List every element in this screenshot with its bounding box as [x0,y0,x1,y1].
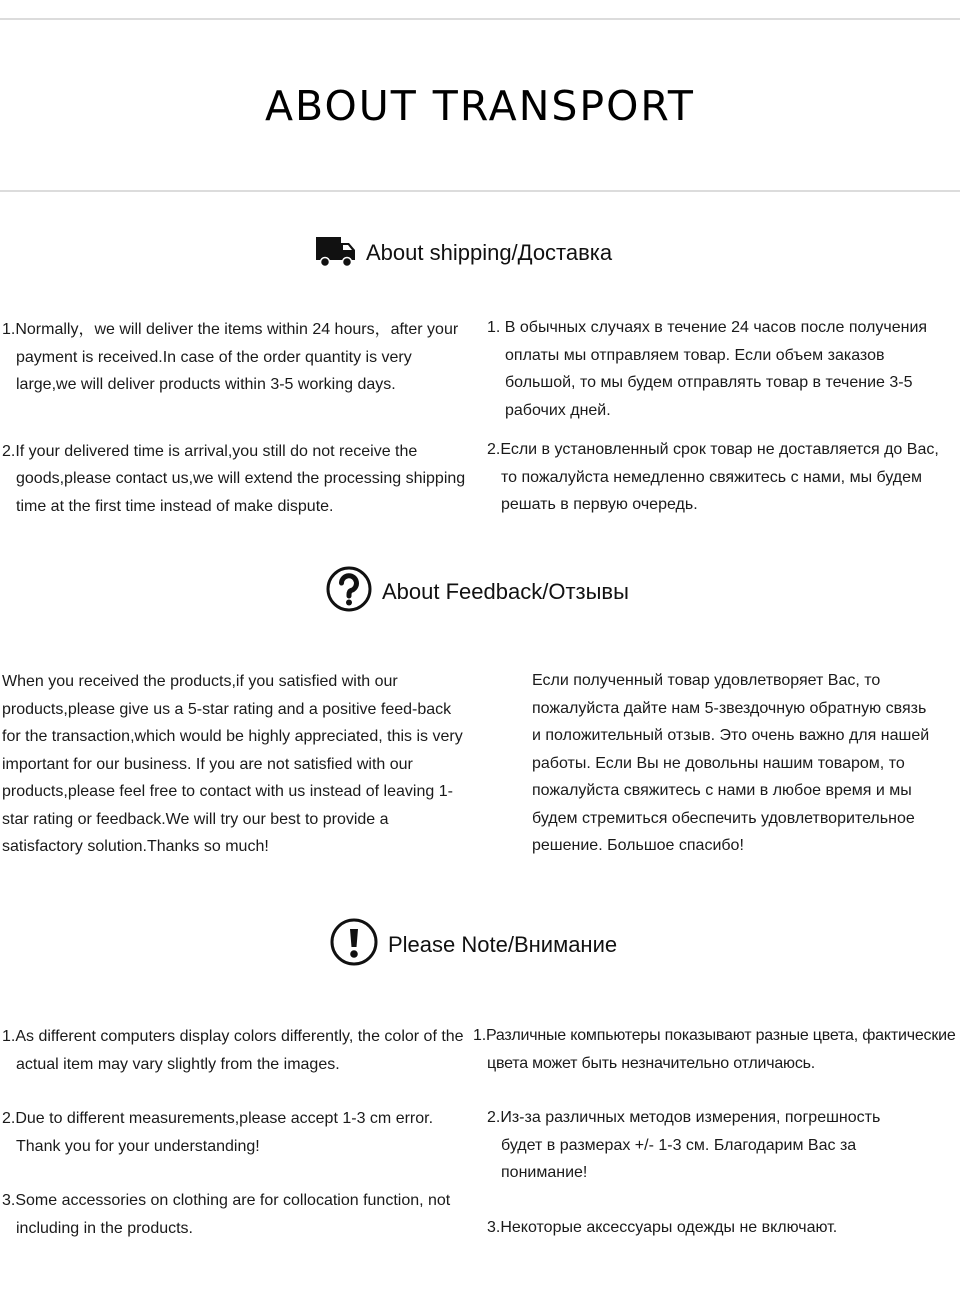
top-divider [0,18,960,20]
note-ru-item-1-text: 1.Различные компьютеры показывают разные цвета, фактические цвета может быть незначительно отличаюсь. [473,1027,956,1072]
shipping-heading [316,232,612,273]
feedback-ru-text: Если полученный товар удовлетворяет Вас, то пожалуйста дайте нам 5-звездочную обратную связь и положительный отзыв. Это очень важно для нашей работы. Если Вы не довольны нашим товаром, то пожалуйста свяжитесь с нами в любое время и мы будем стремиться обеспечить удовлетворительное решение. Большое спасибо! [532,672,930,854]
shipping-heading-label: About shipping/Доставка [366,239,613,265]
shipping-en-item-2: 2.If your delivered time is arrival,you still do not receive the goods,please contact us,we will extend the processing shipping time at the first time instead of make dispute. [2,442,466,515]
note-en-item-2: 2.Due to different measurements,please accept 1-3 cm error. Thank you for your understanding! [2,1110,434,1155]
note-heading [330,918,617,971]
note-en-item-1: 1.As different computers display colors differently, the color of the actual item may vary slightly from the images. [2,1028,464,1073]
note-ru-item-3: 3.Некоторые аксессуары одежды не включают. [487,1218,838,1236]
question-icon [326,566,372,617]
title-divider [0,190,960,192]
note-english-column [2,1023,464,1242]
exclamation-icon [330,918,378,971]
shipping-ru-item-1: 1. В обычных случаях в течение 24 часов после получения оплаты мы отправляем товар. Если объем заказов большой, то мы будем отправлять товар в течение 3-5 рабочих дней. [487,319,928,419]
shipping-ru-item-2: 2.Если в установленный срок товар не доставляется до Вас, то пожалуйста немедленно свяжитесь с нами, мы будем решать в первую очередь. [487,441,939,513]
page-title: ABOUT TRANSPORT [265,82,695,130]
note-ru-item-1 [473,1022,960,1077]
feedback-heading [326,566,629,617]
feedback-en-text: When you received the products,if you satisfied with our products,please give us a 5-star rating and a positive feed-back for the transaction,which would be highly appreciated, this is very important for our business. If you are not satisfied with our products,please feel free to contact with us instead of leaving 1- star rating or feedback.We will try our best to provide a satisfactory solution.Thanks so much! [2,673,463,855]
note-ru-item-2: 2.Из-за различных методов измерения, погрешность будет в размерах +/- 1-3 см. Благодарим Вас за понимание! [487,1109,881,1181]
shipping-en-item-1: 1.Normally，we will deliver the items within 24 hours，after your payment is received.In case of the order quantity is very large,we will deliver products within 3-5 working days. [2,321,459,393]
feedback-russian-column [532,667,937,860]
feedback-heading-label: About Feedback/Отзывы [382,578,629,604]
note-russian-column [473,1022,960,1241]
shipping-russian-column [487,314,945,519]
shipping-english-column [2,316,468,520]
note-en-item-3: 3.Some accessories on clothing are for collocation function, not including in the products. [2,1192,451,1237]
truck-icon [316,232,356,273]
note-heading-label: Please Note/Внимание [388,931,618,957]
feedback-english-column [2,668,464,861]
